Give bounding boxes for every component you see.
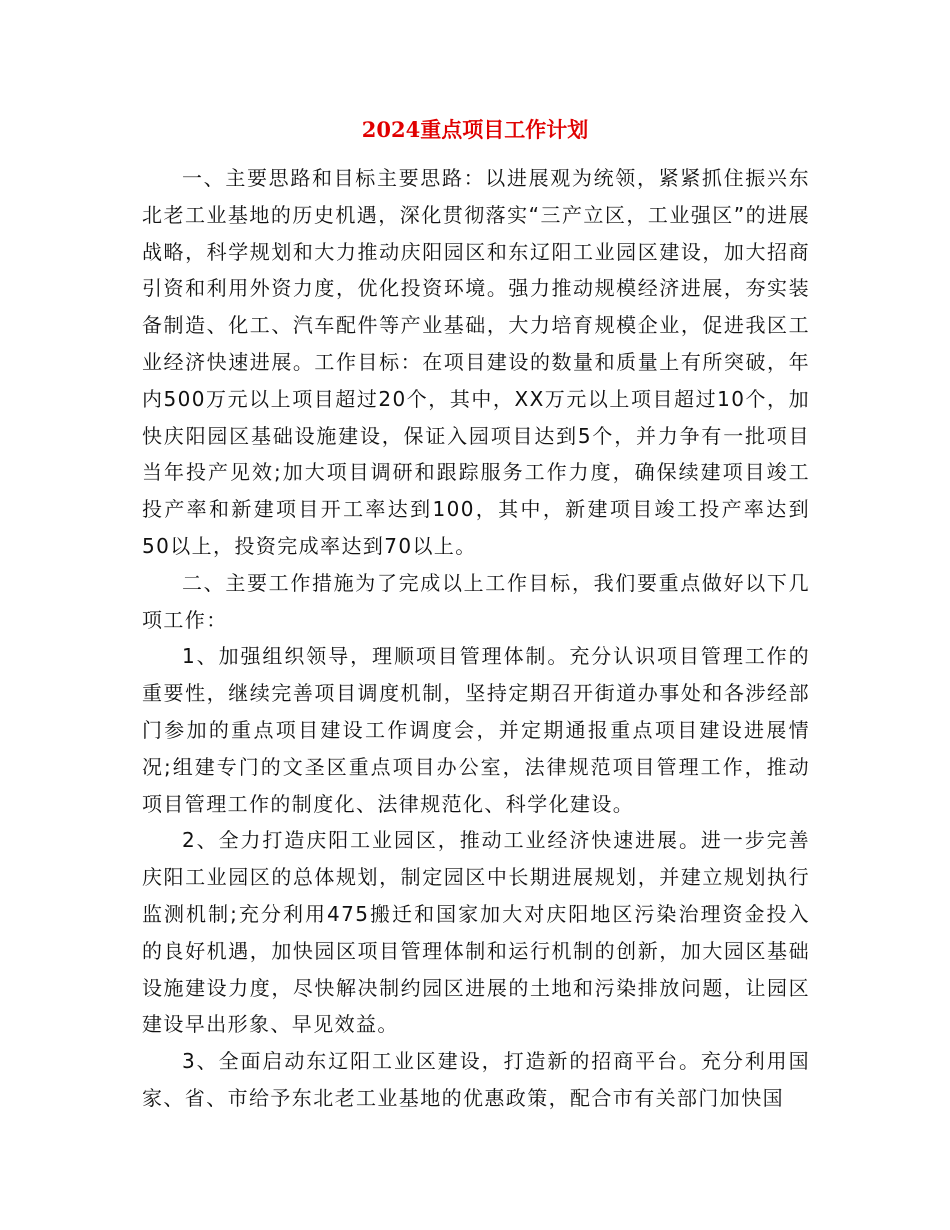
paragraph-measure-3: 3、全面启动东辽阳工业区建设，打造新的招商平台。充分利用国家、省、市给予东北老工业基地的优惠政策，配合市有关部门加快国	[142, 1049, 810, 1110]
document-body	[142, 160, 810, 1117]
document-title: 2024重点项目工作计划	[361, 117, 589, 142]
paragraph-main-ideas: 一、主要思路和目标主要思路：以进展观为统领，紧紧抓住振兴东北老工业基地的历史机遇，深化贯彻落实“三产立区，工业强区”的进展战略，科学规划和大力推动庆阳园区和东辽阳工业园区建设，加大招商引资和利用外资力度，优化投资环境。强力推动规模经济进展，夯实装备制造、化工、汽车配件等产业基础，大力培育规模企业，促进我区工业经济快速进展。工作目标：在项目建设的数量和质量上有所突破，年内500万元以上项目超过20个，其中，XX万元以上项目超过10个，加快庆阳园区基础设施建设，保证入园项目达到5个，并力争有一批项目当年投产见效;加大项目调研和跟踪服务工作力度，确保续建项目竣工投产率和新建项目开工率达到100，其中，新建项目竣工投产率达到50以上，投资完成率达到70以上。	[142, 166, 810, 558]
paragraph-measure-1: 1、加强组织领导，理顺项目管理体制。充分认识项目管理工作的重要性，继续完善项目调度机制，坚持定期召开街道办事处和各涉经部门参加的重点项目建设工作调度会，并定期通报重点项目建设进展情况;组建专门的文圣区重点项目办公室，法律规范项目管理工作，推动项目管理工作的制度化、法律规范化、科学化建设。	[142, 644, 810, 816]
paragraph-measures-intro: 二、主要工作措施为了完成以上工作目标，我们要重点做好以下几项工作：	[142, 570, 810, 632]
paragraph-measure-2: 2、全力打造庆阳工业园区，推动工业经济快速进展。进一步完善庆阳工业园区的总体规划，制定园区中长期进展规划，并建立规划执行监测机制;充分利用475搬迁和国家加大对庆阳地区污染治理资金投入的良好机遇，加快园区项目管理体制和运行机制的创新，加大园区基础设施建设力度，尽快解决制约园区进展的土地和污染排放问题，让园区建设早出形象、早见效益。	[142, 828, 810, 1037]
